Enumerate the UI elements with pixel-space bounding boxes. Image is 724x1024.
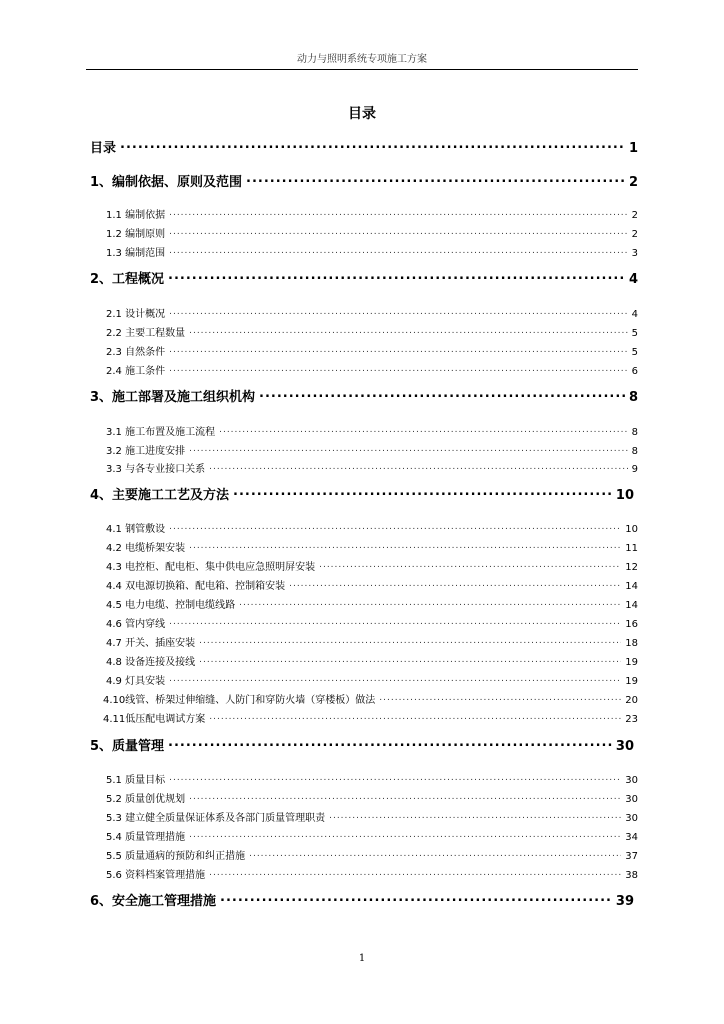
dot-leader bbox=[169, 773, 621, 783]
toc-entry-page: 16 bbox=[625, 619, 638, 630]
toc-entry-label: 5.6 资料档案管理措施 bbox=[106, 870, 206, 881]
toc-entry-page: 5 bbox=[631, 328, 638, 339]
toc-entry[interactable] bbox=[106, 244, 638, 259]
toc-entry-page: 34 bbox=[625, 832, 638, 843]
dot-leader bbox=[169, 617, 621, 627]
toc-entry-label: 4.1 钢管敷设 bbox=[106, 524, 166, 535]
toc-entry[interactable] bbox=[106, 225, 638, 240]
toc-entry-page: 6 bbox=[631, 366, 638, 377]
dot-leader bbox=[233, 486, 612, 499]
toc-entry[interactable] bbox=[106, 771, 638, 786]
toc-entry-page: 30 bbox=[625, 775, 638, 786]
dot-leader bbox=[219, 425, 628, 435]
toc-entry[interactable] bbox=[106, 362, 638, 377]
toc-entry-page: 4 bbox=[631, 309, 638, 320]
toc-entry-page: 9 bbox=[631, 464, 638, 475]
toc-entry-label: 4.7 开关、插座安装 bbox=[106, 638, 196, 649]
toc-entry[interactable] bbox=[106, 653, 638, 668]
toc-entry-page: 8 bbox=[631, 427, 638, 438]
toc-entry-label: 2.2 主要工程数量 bbox=[106, 328, 186, 339]
dot-leader bbox=[379, 693, 621, 703]
dot-leader bbox=[120, 139, 625, 152]
toc-entry-label: 4.5 电力电缆、控制电缆线路 bbox=[106, 600, 236, 611]
toc-entry[interactable] bbox=[103, 710, 638, 725]
toc-entry-page: 30 bbox=[625, 813, 638, 824]
toc-entry-label: 1.2 编制原则 bbox=[106, 229, 166, 240]
toc-entry[interactable] bbox=[106, 828, 638, 843]
dot-leader bbox=[169, 364, 628, 374]
toc-entry[interactable] bbox=[106, 847, 638, 862]
toc-entry-page: 37 bbox=[625, 851, 638, 862]
toc-entry-label: 4.11低压配电调试方案 bbox=[103, 714, 206, 725]
toc-entry[interactable] bbox=[106, 672, 638, 687]
toc-entry-label: 5.2 质量创优规划 bbox=[106, 794, 186, 805]
toc-entry-label: 5.3 建立健全质量保证体系及各部门质量管理职责 bbox=[106, 813, 326, 824]
toc-entry[interactable] bbox=[90, 137, 638, 156]
dot-leader bbox=[319, 560, 621, 570]
dot-leader bbox=[189, 541, 621, 551]
page-title: 目录 bbox=[348, 106, 376, 122]
toc-entry-page: 18 bbox=[625, 638, 638, 649]
dot-leader bbox=[189, 444, 628, 454]
toc-entry-label: 1、编制依据、原则及范围 bbox=[90, 175, 243, 190]
dot-leader bbox=[189, 830, 621, 840]
toc-entry[interactable] bbox=[103, 691, 638, 706]
toc-entry-label: 2.1 设计概况 bbox=[106, 309, 166, 320]
toc-entry-label: 1.1 编制依据 bbox=[106, 210, 166, 221]
dot-leader bbox=[209, 462, 628, 472]
toc-entry[interactable] bbox=[106, 343, 638, 358]
toc-entry-label: 6、安全施工管理措施 bbox=[90, 894, 217, 909]
toc-entry-page: 8 bbox=[628, 390, 638, 405]
dot-leader bbox=[168, 270, 625, 283]
toc-entry-label: 4、主要施工工艺及方法 bbox=[90, 488, 230, 503]
toc-entry-label: 3.2 施工进度安排 bbox=[106, 446, 186, 457]
toc-entry-page: 30 bbox=[615, 739, 634, 754]
toc-entry-page: 2 bbox=[631, 229, 638, 240]
toc-entry-page: 20 bbox=[625, 695, 638, 706]
toc-entry[interactable] bbox=[106, 423, 638, 438]
dot-leader bbox=[329, 811, 621, 821]
toc-entry-label: 5.4 质量管理措施 bbox=[106, 832, 186, 843]
toc-entry[interactable] bbox=[106, 809, 638, 824]
toc-entry-label: 1.3 编制范围 bbox=[106, 248, 166, 259]
toc-entry-page: 2 bbox=[631, 210, 638, 221]
toc-entry-page: 23 bbox=[625, 714, 638, 725]
toc-entry-page: 19 bbox=[625, 657, 638, 668]
toc-entry[interactable] bbox=[90, 735, 634, 754]
toc-entry-label: 4.6 管内穿线 bbox=[106, 619, 166, 630]
toc-entry[interactable] bbox=[106, 539, 638, 554]
dot-leader bbox=[189, 792, 621, 802]
dot-leader bbox=[289, 579, 621, 589]
toc-entry-page: 4 bbox=[628, 272, 638, 287]
toc-entry-label: 4.4 双电源切换箱、配电箱、控制箱安装 bbox=[106, 581, 286, 592]
toc-entry-label: 4.8 设备连接及接线 bbox=[106, 657, 196, 668]
toc-entry[interactable] bbox=[106, 206, 638, 221]
toc-entry-page: 39 bbox=[615, 894, 634, 909]
dot-leader bbox=[259, 388, 625, 401]
toc-entry-page: 1 bbox=[628, 141, 638, 156]
toc-entry-page: 38 bbox=[625, 870, 638, 881]
toc-entry-label: 2.4 施工条件 bbox=[106, 366, 166, 377]
dot-leader bbox=[239, 598, 621, 608]
dot-leader bbox=[169, 522, 621, 532]
toc-entry-page: 30 bbox=[625, 794, 638, 805]
toc-entry-page: 11 bbox=[625, 543, 638, 554]
toc-entry[interactable] bbox=[90, 386, 638, 405]
toc-entry[interactable] bbox=[106, 324, 638, 339]
page-number: 1 bbox=[358, 953, 366, 964]
dot-leader bbox=[169, 208, 628, 218]
dot-leader bbox=[169, 345, 628, 355]
dot-leader bbox=[249, 849, 621, 859]
dot-leader bbox=[169, 227, 628, 237]
dot-leader bbox=[199, 655, 621, 665]
toc-entry-label: 5、质量管理 bbox=[90, 739, 165, 754]
dot-leader bbox=[169, 674, 621, 684]
toc-entry[interactable] bbox=[106, 866, 638, 881]
toc-entry[interactable] bbox=[106, 634, 638, 649]
toc-entry[interactable] bbox=[90, 484, 634, 503]
toc-entry[interactable] bbox=[106, 520, 638, 535]
dot-leader bbox=[169, 246, 628, 256]
toc-entry[interactable] bbox=[106, 460, 638, 475]
toc-entry[interactable] bbox=[90, 171, 638, 190]
toc-entry[interactable] bbox=[90, 268, 638, 287]
toc-entry-page: 19 bbox=[625, 676, 638, 687]
toc-entry-label: 4.9 灯具安装 bbox=[106, 676, 166, 687]
dot-leader bbox=[168, 737, 612, 750]
toc-entry-page: 12 bbox=[625, 562, 638, 573]
toc-entry[interactable] bbox=[106, 305, 638, 320]
toc-entry-page: 2 bbox=[628, 175, 638, 190]
toc-entry-page: 3 bbox=[631, 248, 638, 259]
dot-leader bbox=[209, 868, 621, 878]
toc-entry[interactable] bbox=[90, 890, 634, 909]
toc-entry-label: 4.3 电控柜、配电柜、集中供电应急照明屏安装 bbox=[106, 562, 316, 573]
toc-entry-page: 14 bbox=[625, 581, 638, 592]
toc-entry-label: 4.2 电缆桥架安装 bbox=[106, 543, 186, 554]
toc-entry-page: 10 bbox=[625, 524, 638, 535]
toc-entry-page: 14 bbox=[625, 600, 638, 611]
toc-entry-label: 2.3 自然条件 bbox=[106, 347, 166, 358]
toc-entry[interactable] bbox=[106, 558, 638, 573]
toc-entry-label: 3.1 施工布置及施工流程 bbox=[106, 427, 216, 438]
toc-entry[interactable] bbox=[106, 577, 638, 592]
toc-entry[interactable] bbox=[106, 615, 638, 630]
toc-entry-label: 目录 bbox=[90, 141, 117, 156]
toc-entry-label: 2、工程概况 bbox=[90, 272, 165, 287]
toc-entry-label: 3、施工部署及施工组织机构 bbox=[90, 390, 256, 405]
toc-entry-page: 10 bbox=[615, 488, 634, 503]
toc-entry-label: 5.5 质量通病的预防和纠正措施 bbox=[106, 851, 246, 862]
toc-entry[interactable] bbox=[106, 596, 638, 611]
dot-leader bbox=[169, 307, 628, 317]
dot-leader bbox=[209, 712, 621, 722]
toc-entry-page: 8 bbox=[631, 446, 638, 457]
toc-entry-label: 3.3 与各专业接口关系 bbox=[106, 464, 206, 475]
dot-leader bbox=[220, 892, 612, 905]
dot-leader bbox=[199, 636, 621, 646]
toc-entry[interactable] bbox=[106, 790, 638, 805]
running-header: 动力与照明系统专项施工方案 bbox=[86, 50, 638, 70]
dot-leader bbox=[246, 173, 625, 186]
toc-entry-page: 5 bbox=[631, 347, 638, 358]
toc-entry[interactable] bbox=[106, 442, 638, 457]
toc-entry-label: 5.1 质量目标 bbox=[106, 775, 166, 786]
dot-leader bbox=[189, 326, 628, 336]
toc-entry-label: 4.10线管、桥架过伸缩缝、人防门和穿防火墙（穿楼板）做法 bbox=[103, 695, 376, 706]
